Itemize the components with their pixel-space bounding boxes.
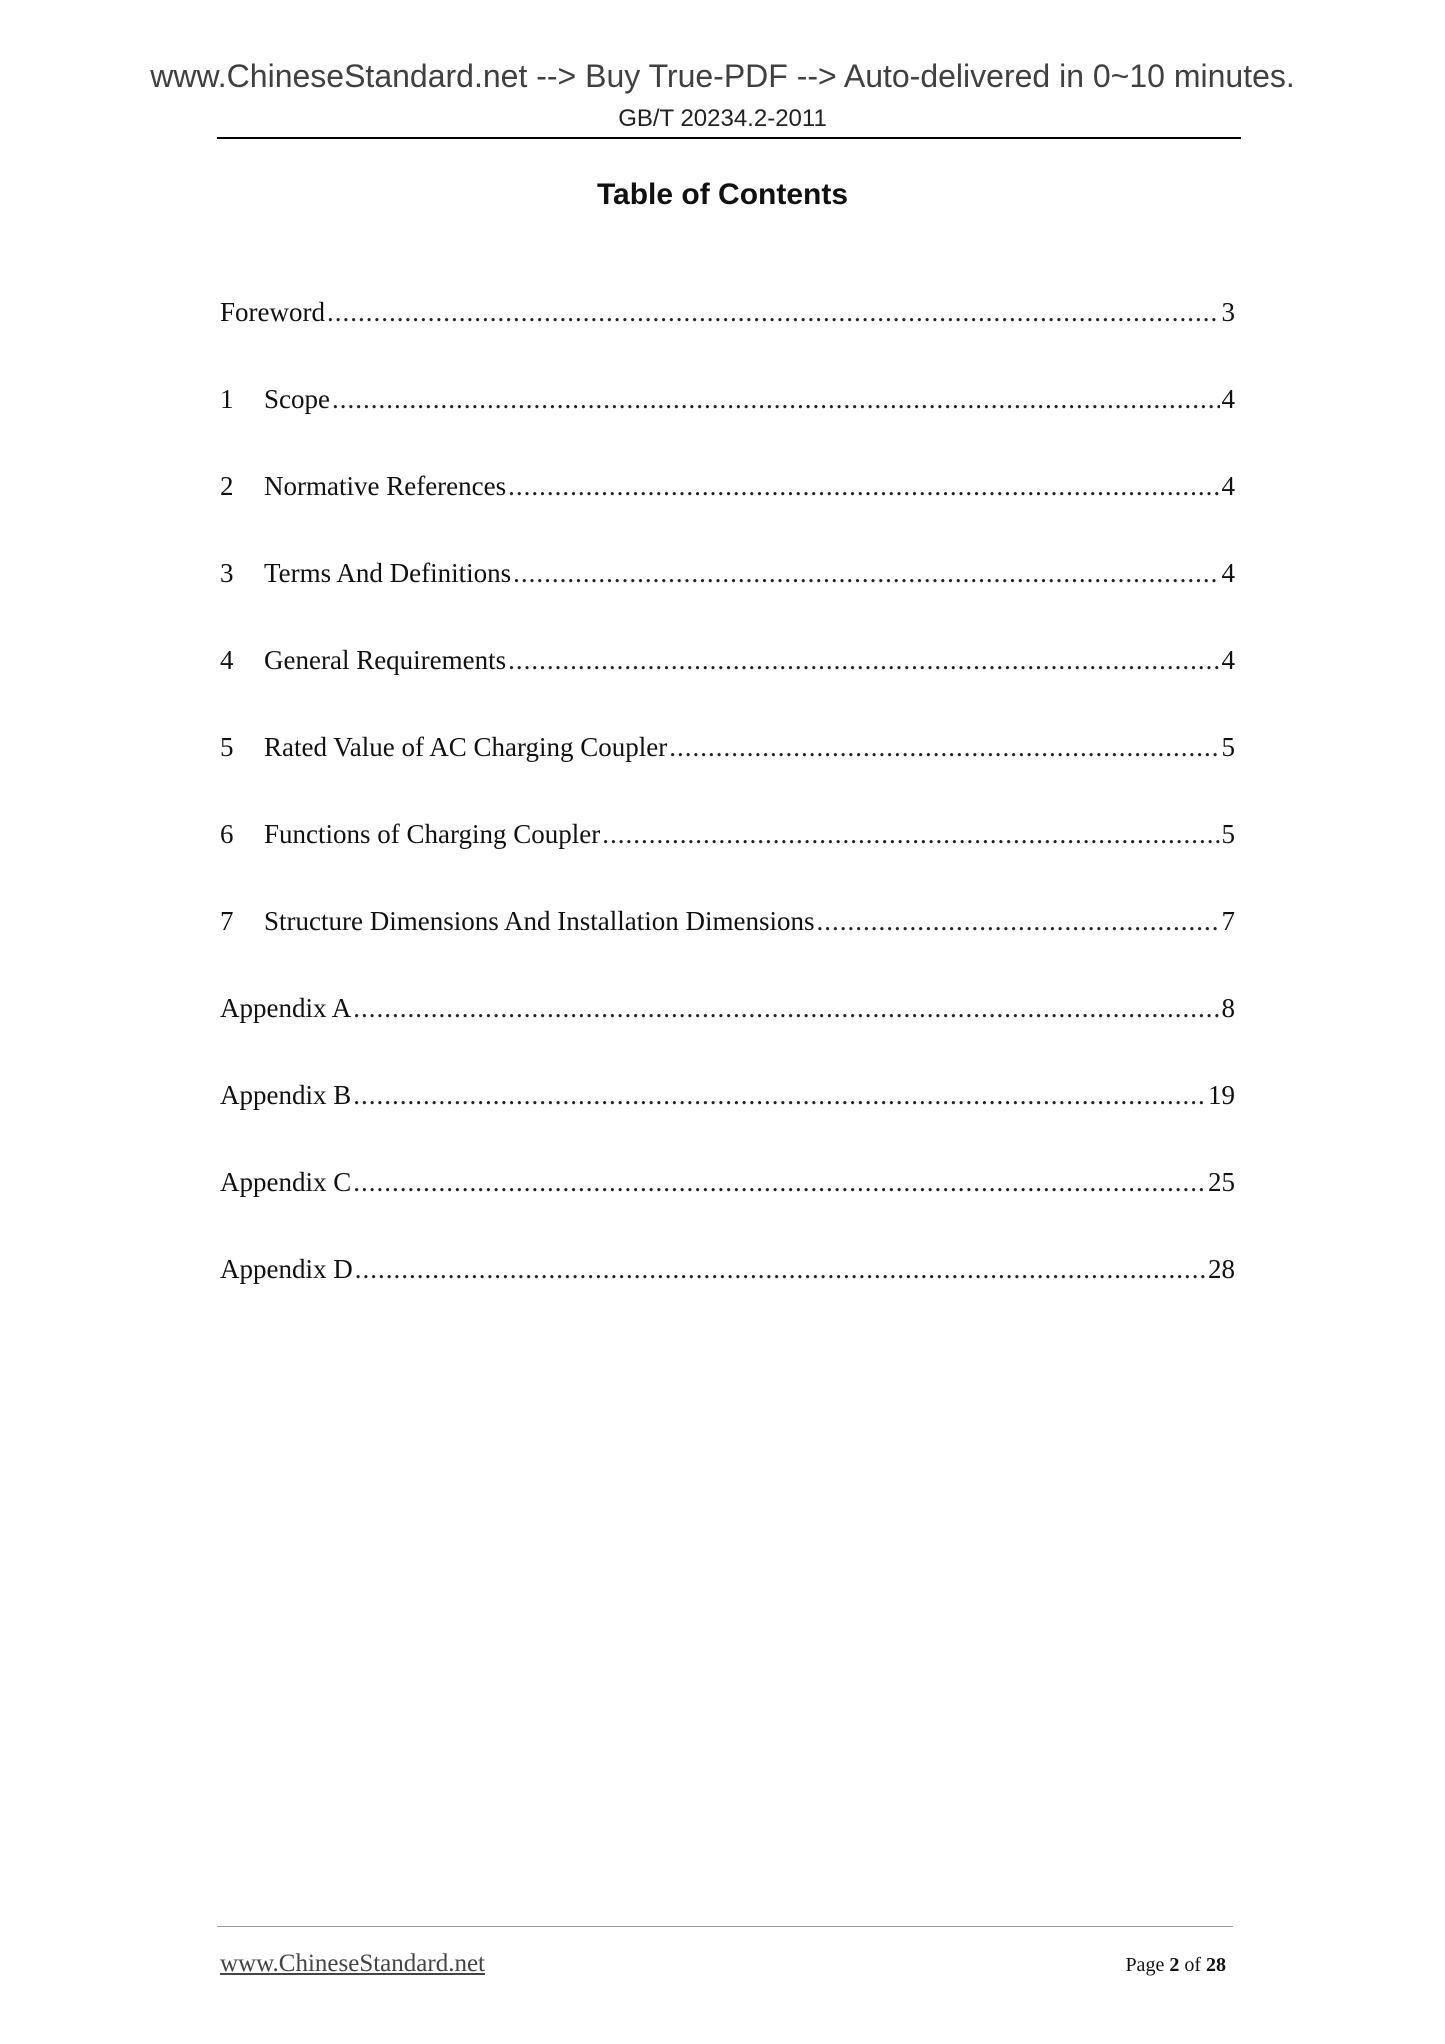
footer-site-link[interactable]: www.ChineseStandard.net <box>220 1950 485 1977</box>
page-of-label: of <box>1184 1954 1201 1976</box>
toc-entry-number: 1 <box>220 384 234 414</box>
toc-entry-text: Structure Dimensions And Installation Dimensions <box>264 906 815 936</box>
toc-dot-leader <box>353 1075 1206 1115</box>
toc-entry-page: 4 <box>1221 558 1235 588</box>
toc-entry-text: Rated Value of AC Charging Coupler <box>264 732 668 762</box>
page-current: 2 <box>1169 1954 1180 1976</box>
toc-dot-leader <box>353 988 1219 1028</box>
toc-entry-page: 3 <box>1221 297 1235 327</box>
toc-entry-page: 7 <box>1221 906 1235 936</box>
toc-dot-leader <box>332 379 1220 419</box>
toc-dot-leader <box>513 553 1219 593</box>
toc-entry-text: General Requirements <box>264 645 507 675</box>
standard-code: GB/T 20234.2-2011 <box>618 105 827 132</box>
toc-entry-appendix-a[interactable] <box>220 988 1235 1075</box>
toc-entry-text: Appendix A <box>220 993 352 1023</box>
toc-dot-leader <box>816 901 1219 941</box>
toc-entry-structure-dimensions[interactable] <box>220 901 1235 988</box>
toc-dot-leader <box>355 1249 1206 1289</box>
toc-dot-leader <box>602 814 1219 854</box>
footer-divider <box>217 1926 1233 1927</box>
toc-entry-number: 5 <box>220 732 234 762</box>
toc-entry-general-requirements[interactable] <box>220 640 1235 727</box>
toc-entry-text: Appendix D <box>220 1254 353 1284</box>
toc-dot-leader <box>353 1162 1206 1202</box>
toc-dot-leader <box>327 292 1220 332</box>
toc-entry-rated-value[interactable] <box>220 727 1235 814</box>
toc-entry-page: 8 <box>1221 993 1235 1023</box>
toc-entry-page: 19 <box>1208 1080 1235 1110</box>
toc-entry-appendix-d[interactable] <box>220 1249 1235 1336</box>
toc-entry-text: Terms And Definitions <box>264 558 512 588</box>
toc-entry-text: Normative References <box>264 471 507 501</box>
toc-entry-number: 6 <box>220 819 234 849</box>
toc-entry-number: 7 <box>220 906 234 936</box>
table-of-contents <box>220 292 1235 1336</box>
toc-entry-scope[interactable] <box>220 379 1235 466</box>
toc-entry-foreword[interactable] <box>220 292 1235 379</box>
toc-entry-number: 3 <box>220 558 234 588</box>
toc-entry-functions[interactable] <box>220 814 1235 901</box>
page-total: 28 <box>1206 1954 1226 1976</box>
toc-entry-number: 4 <box>220 645 234 675</box>
toc-entry-terms-and-definitions[interactable] <box>220 553 1235 640</box>
toc-dot-leader <box>508 640 1219 680</box>
toc-entry-text: Functions of Charging Coupler <box>264 819 601 849</box>
header-banner: www.ChineseStandard.net --> Buy True-PDF --> Auto-delivered in 0~10 minutes. <box>150 58 1295 94</box>
toc-entry-page: 4 <box>1221 645 1235 675</box>
toc-entry-appendix-c[interactable] <box>220 1162 1235 1249</box>
toc-dot-leader <box>669 727 1219 767</box>
page-label: Page <box>1125 1954 1165 1976</box>
toc-entry-page: 25 <box>1208 1167 1235 1197</box>
toc-entry-text: Appendix B <box>220 1080 352 1110</box>
toc-title: Table of Contents <box>596 178 849 211</box>
toc-entry-normative-references[interactable] <box>220 466 1235 553</box>
toc-entry-text: Foreword <box>220 297 325 327</box>
toc-dot-leader <box>508 466 1219 506</box>
toc-entry-text: Scope <box>264 384 330 414</box>
toc-entry-page: 5 <box>1221 732 1235 762</box>
page-number <box>1125 1951 1226 1979</box>
toc-entry-page: 4 <box>1221 471 1235 501</box>
toc-entry-page: 28 <box>1208 1254 1235 1284</box>
toc-entry-appendix-b[interactable] <box>220 1075 1235 1162</box>
toc-entry-page: 5 <box>1221 819 1235 849</box>
toc-entry-number: 2 <box>220 471 234 501</box>
toc-entry-page: 4 <box>1221 384 1235 414</box>
header-divider <box>217 137 1241 139</box>
toc-entry-text: Appendix C <box>220 1167 352 1197</box>
